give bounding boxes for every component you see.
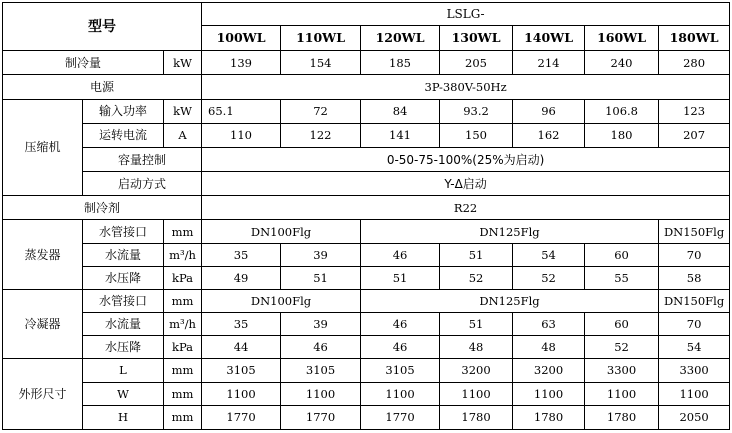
model-name: 140WL <box>513 26 585 51</box>
value-cell: 70 <box>659 313 730 336</box>
unit-cell: m³/h <box>164 243 202 266</box>
value-cell: 1770 <box>202 405 281 429</box>
value-cell: 65.1 <box>202 99 281 123</box>
value-cell: 72 <box>281 99 361 123</box>
value-cell: 44 <box>202 336 281 359</box>
model-name: 120WL <box>361 26 440 51</box>
condenser-label: 冷凝器 <box>3 289 83 358</box>
value-cell: 3300 <box>659 359 730 382</box>
model-name: 100WL <box>202 26 281 51</box>
unit-cell: mm <box>164 289 202 312</box>
model-header: 型号 <box>3 3 202 51</box>
value-cell: 55 <box>585 266 659 289</box>
value-cell: 60 <box>585 313 659 336</box>
connection-value: DN150Flg <box>659 289 730 312</box>
value-cell: 46 <box>361 336 440 359</box>
model-name: 130WL <box>440 26 513 51</box>
dimension-W-label: W <box>83 382 164 405</box>
start-mode-value: Y-Δ启动 <box>202 172 730 196</box>
unit-cell: kW <box>164 99 202 123</box>
value-cell: 84 <box>361 99 440 123</box>
start-mode-label: 启动方式 <box>83 172 202 196</box>
value-cell: 1780 <box>585 405 659 429</box>
value-cell: 48 <box>513 336 585 359</box>
value-cell: 205 <box>440 51 513 75</box>
unit-cell: mm <box>164 382 202 405</box>
input-power-label: 输入功率 <box>83 99 164 123</box>
value-cell: 1100 <box>281 382 361 405</box>
power-value: 3P-380V-50Hz <box>202 75 730 99</box>
value-cell: 35 <box>202 243 281 266</box>
connection-value: DN125Flg <box>361 220 659 243</box>
value-cell: 63 <box>513 313 585 336</box>
value-cell: 46 <box>361 243 440 266</box>
value-cell: 96 <box>513 99 585 123</box>
compressor-label: 压缩机 <box>3 99 83 196</box>
value-cell: 1780 <box>440 405 513 429</box>
value-cell: 54 <box>659 336 730 359</box>
value-cell: 3105 <box>361 359 440 382</box>
value-cell: 35 <box>202 313 281 336</box>
unit-cell: kPa <box>164 336 202 359</box>
value-cell: 1100 <box>440 382 513 405</box>
value-cell: 52 <box>585 336 659 359</box>
value-cell: 154 <box>281 51 361 75</box>
value-cell: 185 <box>361 51 440 75</box>
value-cell: 46 <box>281 336 361 359</box>
value-cell: 3105 <box>281 359 361 382</box>
pressure-drop-label: 水压降 <box>83 266 164 289</box>
value-cell: 110 <box>202 123 281 147</box>
value-cell: 3200 <box>440 359 513 382</box>
unit-cell: mm <box>164 405 202 429</box>
value-cell: 60 <box>585 243 659 266</box>
value-cell: 1780 <box>513 405 585 429</box>
value-cell: 1100 <box>585 382 659 405</box>
flow-label: 水流量 <box>83 243 164 266</box>
dimension-L-label: L <box>83 359 164 382</box>
value-cell: 207 <box>659 123 730 147</box>
unit-cell: A <box>164 123 202 147</box>
value-cell: 1100 <box>659 382 730 405</box>
connection-value: DN100Flg <box>202 289 361 312</box>
value-cell: 1770 <box>281 405 361 429</box>
value-cell: 39 <box>281 243 361 266</box>
connection-label: 水管接口 <box>83 220 164 243</box>
refrigerant-value: R22 <box>202 196 730 220</box>
unit-cell: m³/h <box>164 313 202 336</box>
connection-value: DN100Flg <box>202 220 361 243</box>
value-cell: 180 <box>585 123 659 147</box>
value-cell: 1100 <box>513 382 585 405</box>
value-cell: 3105 <box>202 359 281 382</box>
value-cell: 48 <box>440 336 513 359</box>
model-name: 110WL <box>281 26 361 51</box>
value-cell: 106.8 <box>585 99 659 123</box>
power-label: 电源 <box>3 75 202 99</box>
value-cell: 3200 <box>513 359 585 382</box>
spec-table <box>2 2 730 430</box>
value-cell: 49 <box>202 266 281 289</box>
value-cell: 162 <box>513 123 585 147</box>
value-cell: 51 <box>440 313 513 336</box>
value-cell: 52 <box>513 266 585 289</box>
value-cell: 2050 <box>659 405 730 429</box>
value-cell: 139 <box>202 51 281 75</box>
value-cell: 123 <box>659 99 730 123</box>
value-cell: 39 <box>281 313 361 336</box>
value-cell: 54 <box>513 243 585 266</box>
dimensions-label: 外形尺寸 <box>3 359 83 430</box>
capacity-control-label: 容量控制 <box>83 147 202 171</box>
value-cell: 52 <box>440 266 513 289</box>
flow-label: 水流量 <box>83 313 164 336</box>
model-name: 180WL <box>659 26 730 51</box>
value-cell: 58 <box>659 266 730 289</box>
refrigerant-label: 制冷剂 <box>3 196 202 220</box>
value-cell: 1770 <box>361 405 440 429</box>
unit-cell: mm <box>164 220 202 243</box>
value-cell: 141 <box>361 123 440 147</box>
capacity-control-value: 0-50-75-100%(25%为启动) <box>202 147 730 171</box>
series-header: LSLG- <box>202 3 730 26</box>
value-cell: 93.2 <box>440 99 513 123</box>
model-name: 160WL <box>585 26 659 51</box>
value-cell: 214 <box>513 51 585 75</box>
value-cell: 150 <box>440 123 513 147</box>
unit-cell: mm <box>164 359 202 382</box>
pressure-drop-label: 水压降 <box>83 336 164 359</box>
value-cell: 280 <box>659 51 730 75</box>
connection-value: DN150Flg <box>659 220 730 243</box>
value-cell: 70 <box>659 243 730 266</box>
connection-value: DN125Flg <box>361 289 659 312</box>
unit-cell: kW <box>164 51 202 75</box>
current-label: 运转电流 <box>83 123 164 147</box>
value-cell: 1100 <box>202 382 281 405</box>
value-cell: 46 <box>361 313 440 336</box>
connection-label: 水管接口 <box>83 289 164 312</box>
value-cell: 1100 <box>361 382 440 405</box>
value-cell: 51 <box>440 243 513 266</box>
value-cell: 240 <box>585 51 659 75</box>
evaporator-label: 蒸发器 <box>3 220 83 289</box>
dimension-H-label: H <box>83 405 164 429</box>
value-cell: 51 <box>281 266 361 289</box>
value-cell: 51 <box>361 266 440 289</box>
value-cell: 122 <box>281 123 361 147</box>
value-cell: 3300 <box>585 359 659 382</box>
unit-cell: kPa <box>164 266 202 289</box>
cooling-label: 制冷量 <box>3 51 164 75</box>
